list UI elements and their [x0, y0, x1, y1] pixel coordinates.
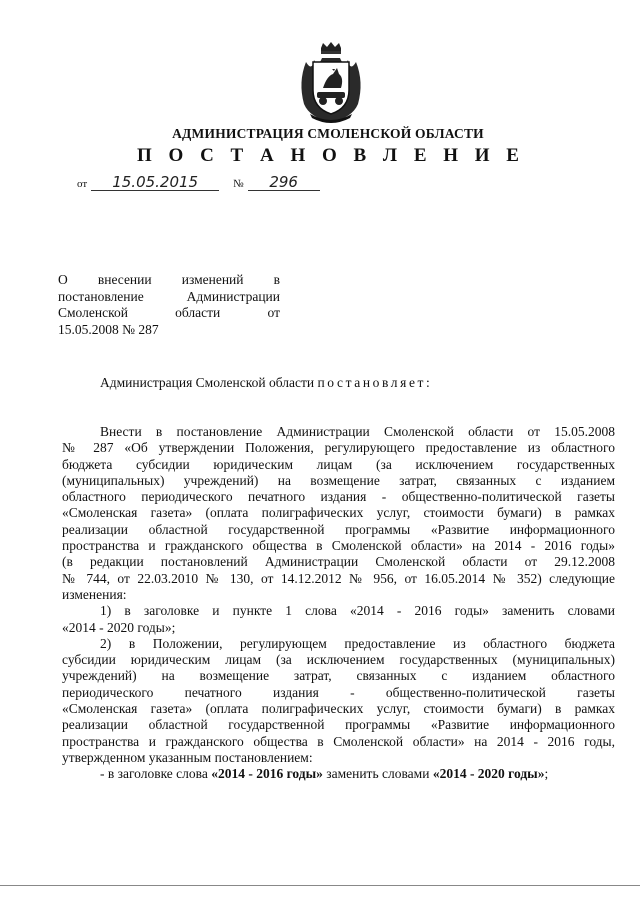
- body-line: учреждений) на возмещение затрат, связанных с изданием областного: [62, 668, 615, 684]
- subject-line: Смоленской области от: [58, 305, 280, 320]
- body-line: Внести в постановление Администрации Смоленской области от 15.05.2008: [100, 424, 615, 439]
- preamble-resolves: постановляет:: [317, 375, 433, 390]
- preamble-text: Администрация Смоленской области: [100, 375, 315, 390]
- body-line: 2) в Положении, регулирующем предоставление из областного бюджета: [100, 635, 615, 651]
- body-line: (муниципальных) учреждений) на возмещение затрат, связанных с изданием: [62, 472, 615, 488]
- body-line: пространства и гражданского общества в Смоленской области» на 2014 - 2016 годы,: [62, 733, 615, 749]
- date-prefix: от: [77, 178, 88, 190]
- final-text: заменить словами: [322, 766, 433, 782]
- body-line: бюджета субсидии юридическим лицам (за исключением государственных: [62, 456, 615, 472]
- body-line: реализации областной государственной программы «Развитие информационного: [62, 717, 615, 733]
- document-number: 296: [248, 174, 320, 191]
- date-number-line: [73, 174, 320, 191]
- body-line: реализации областной государственной программы «Развитие информационного: [62, 521, 615, 537]
- body-line: «Смоленская газета» (оплата полиграфических услуг, стоимости бумаги) в рамках: [62, 505, 615, 521]
- body-line: субсидии юридическим лицам (за исключением государственных (муниципальных): [62, 652, 615, 668]
- number-prefix: №: [233, 178, 244, 190]
- final-text: - в заголовке слова: [100, 766, 212, 782]
- body-line: периодического печатного издания - общественно-политической газеты: [62, 684, 615, 700]
- body-line-final: [62, 766, 615, 782]
- body-line: утвержденном указанным постановлением:: [62, 749, 313, 765]
- authority-name: АДМИНИСТРАЦИЯ СМОЛЕНСКОЙ ОБЛАСТИ: [172, 126, 484, 141]
- document-subject: [58, 272, 280, 338]
- coat-of-arms-emblem: [296, 42, 366, 124]
- body-line: № 744, от 22.03.2010 № 130, от 14.12.2012 № 956, от 16.05.2014 № 352) следующие: [62, 570, 615, 586]
- document-date: 15.05.2015: [91, 174, 219, 191]
- body-line: областного периодического печатного издания - общественно-политической газеты: [62, 489, 615, 505]
- body-line: (в редакции постановлений Администрации Смоленской области от 29.12.2008: [62, 554, 615, 570]
- final-bold-new: «2014 - 2020 годы»: [432, 766, 545, 782]
- document-type-title: П О С Т А Н О В Л Е Н И Е: [137, 145, 525, 166]
- preamble: [100, 375, 432, 391]
- final-text: ;: [544, 766, 549, 782]
- document-body: [62, 424, 615, 783]
- body-line: изменения:: [62, 586, 127, 602]
- subject-line: О внесении изменений в: [58, 272, 280, 287]
- subject-line: постановление Администрации: [58, 288, 280, 304]
- body-line: 1) в заголовке и пункте 1 слова «2014 - 2016 годы» заменить словами: [100, 603, 615, 619]
- body-line: № 287 «Об утверждении Положения, регулирующего предоставление из областного: [62, 440, 615, 456]
- final-bold-old: «2014 - 2016 годы»: [211, 766, 323, 782]
- body-line: пространства и гражданского общества в Смоленской области» на 2014 - 2016 годы»: [62, 538, 615, 554]
- body-line: «Смоленская газета» (оплата полиграфических услуг, стоимости бумаги) в рамках: [62, 701, 615, 717]
- subject-line: 15.05.2008 № 287: [58, 321, 159, 337]
- page-bottom-rule: [0, 885, 640, 886]
- body-line: «2014 - 2020 годы»;: [62, 619, 176, 635]
